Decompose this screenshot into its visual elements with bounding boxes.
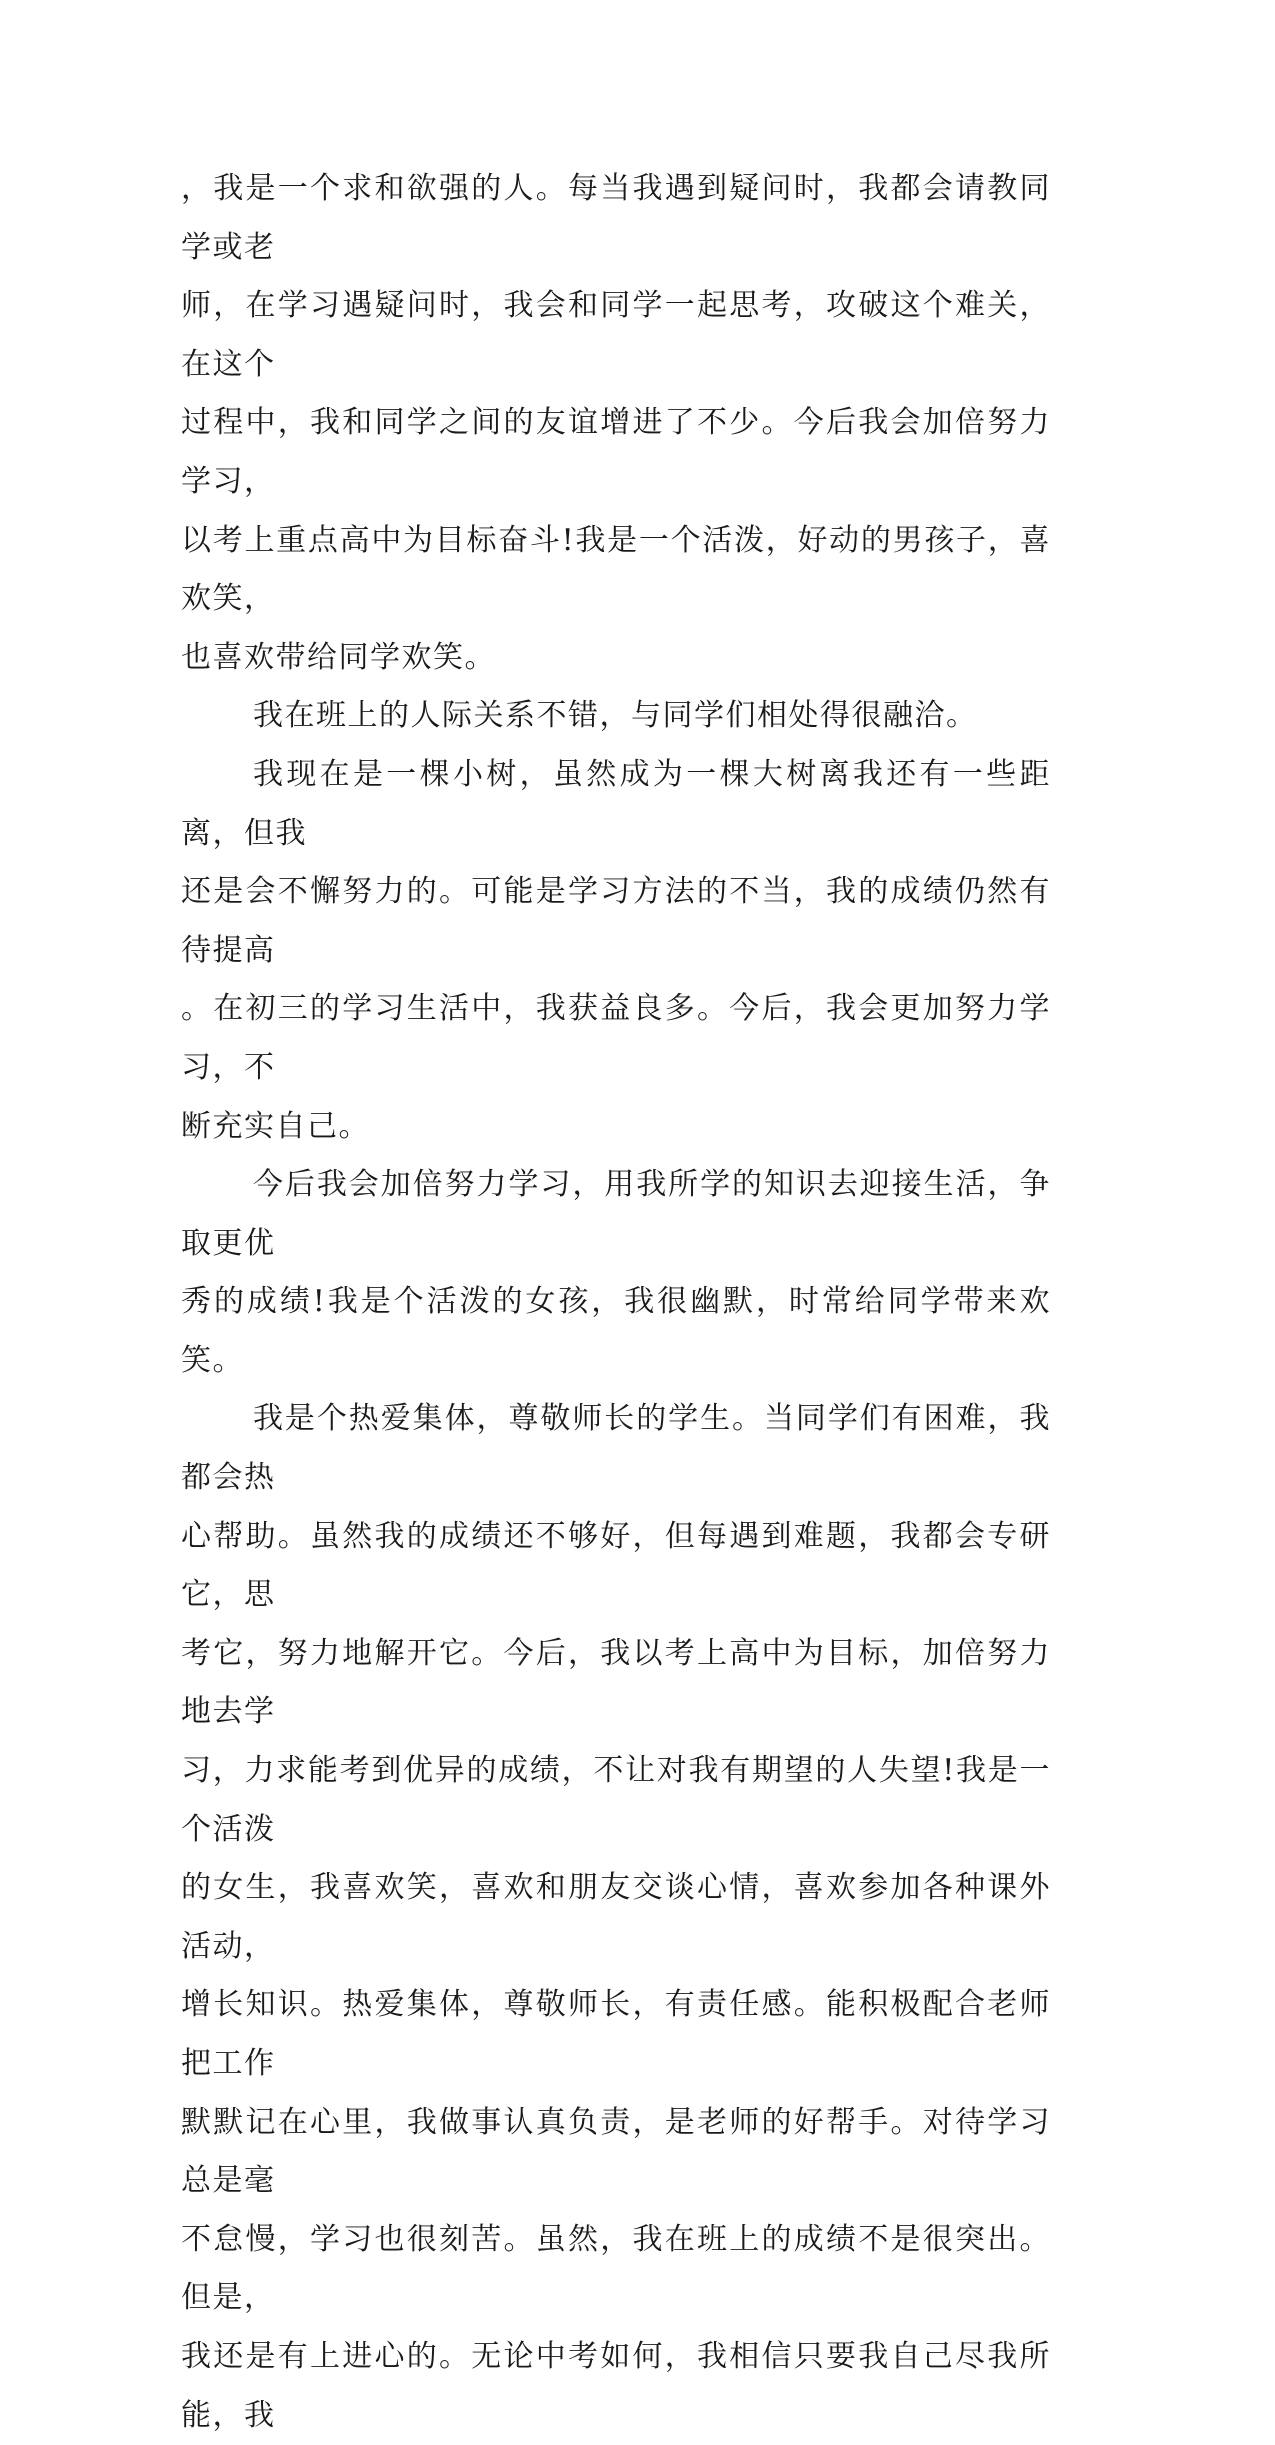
paragraph-line: 习，力求能考到优异的成绩，不让对我有期望的人失望!我是一个活泼: [181, 1753, 1051, 1847]
paragraph-line: 还是会不懈努力的。可能是学习方法的不当，我的成绩仍然有待提高: [181, 874, 1051, 968]
paragraph-line: 。在初三的学习生活中，我获益良多。今后，我会更加努力学习，不: [181, 991, 1051, 1085]
paragraph-line: 以考上重点高中为目标奋斗!我是一个活泼，好动的男孩子，喜欢笑，: [181, 522, 1051, 617]
paragraph-5: [181, 1390, 1051, 2445]
paragraph-line: 今后我会加倍努力学习，用我所学的知识去迎接生活，争取更优: [181, 1167, 1051, 1261]
paragraph-line: 师，在学习遇疑问时，我会和同学一起思考，攻破这个难关，在这个: [181, 288, 1051, 382]
paragraph-line: 我现在是一棵小树，虽然成为一棵大树离我还有一些距离，但我: [181, 756, 1051, 851]
paragraph-line: ，我是一个求和欲强的人。每当我遇到疑问时，我都会请教同学或老: [181, 171, 1051, 265]
paragraph-line: 我还是有上进心的。无论中考如何，我相信只要我自己尽我所能，我: [181, 2338, 1051, 2433]
paragraph-line: 心帮助。虽然我的成绩还不够好，但每遇到难题，我都会专研它，思: [181, 1518, 1051, 1613]
paragraph-2: [181, 687, 1051, 746]
paragraph-line: 秀的成绩!我是个活泼的女孩，我很幽默，时常给同学带来欢笑。: [181, 1284, 1051, 1378]
paragraph-line: 也喜欢带给同学欢笑。: [181, 639, 496, 675]
paragraph-line: 考它，努力地解开它。今后，我以考上高中为目标，加倍努力地去学: [181, 1635, 1051, 1730]
paragraph-4: [181, 1156, 1051, 1390]
paragraph-line: 默默记在心里，我做事认真负责，是老师的好帮手。对待学习总是毫: [181, 2104, 1051, 2199]
paragraph-line: 的女生，我喜欢笑，喜欢和朋友交谈心情，喜欢参加各种课外活动，: [181, 1870, 1051, 1964]
paragraph-line: 不怠慢，学习也很刻苦。虽然，我在班上的成绩不是很突出。但是，: [181, 2221, 1051, 2316]
paragraph-line: 过程中，我和同学之间的友谊增进了不少。今后我会加倍努力学习，: [181, 405, 1051, 499]
paragraph-line: 我在班上的人际关系不错，与同学们相处得很融洽。: [253, 698, 978, 734]
paragraph-3: [181, 746, 1051, 1156]
paragraph-1: [181, 160, 1051, 687]
paragraph-line: 我是个热爱集体，尊敬师长的学生。当同学们有困难，我都会热: [181, 1401, 1051, 1496]
body-text: [181, 160, 1051, 2445]
paragraph-line: 断充实自己。: [181, 1108, 370, 1144]
paragraph-line: 增长知识。热爱集体，尊敬师长，有责任感。能积极配合老师把工作: [181, 1987, 1051, 2081]
